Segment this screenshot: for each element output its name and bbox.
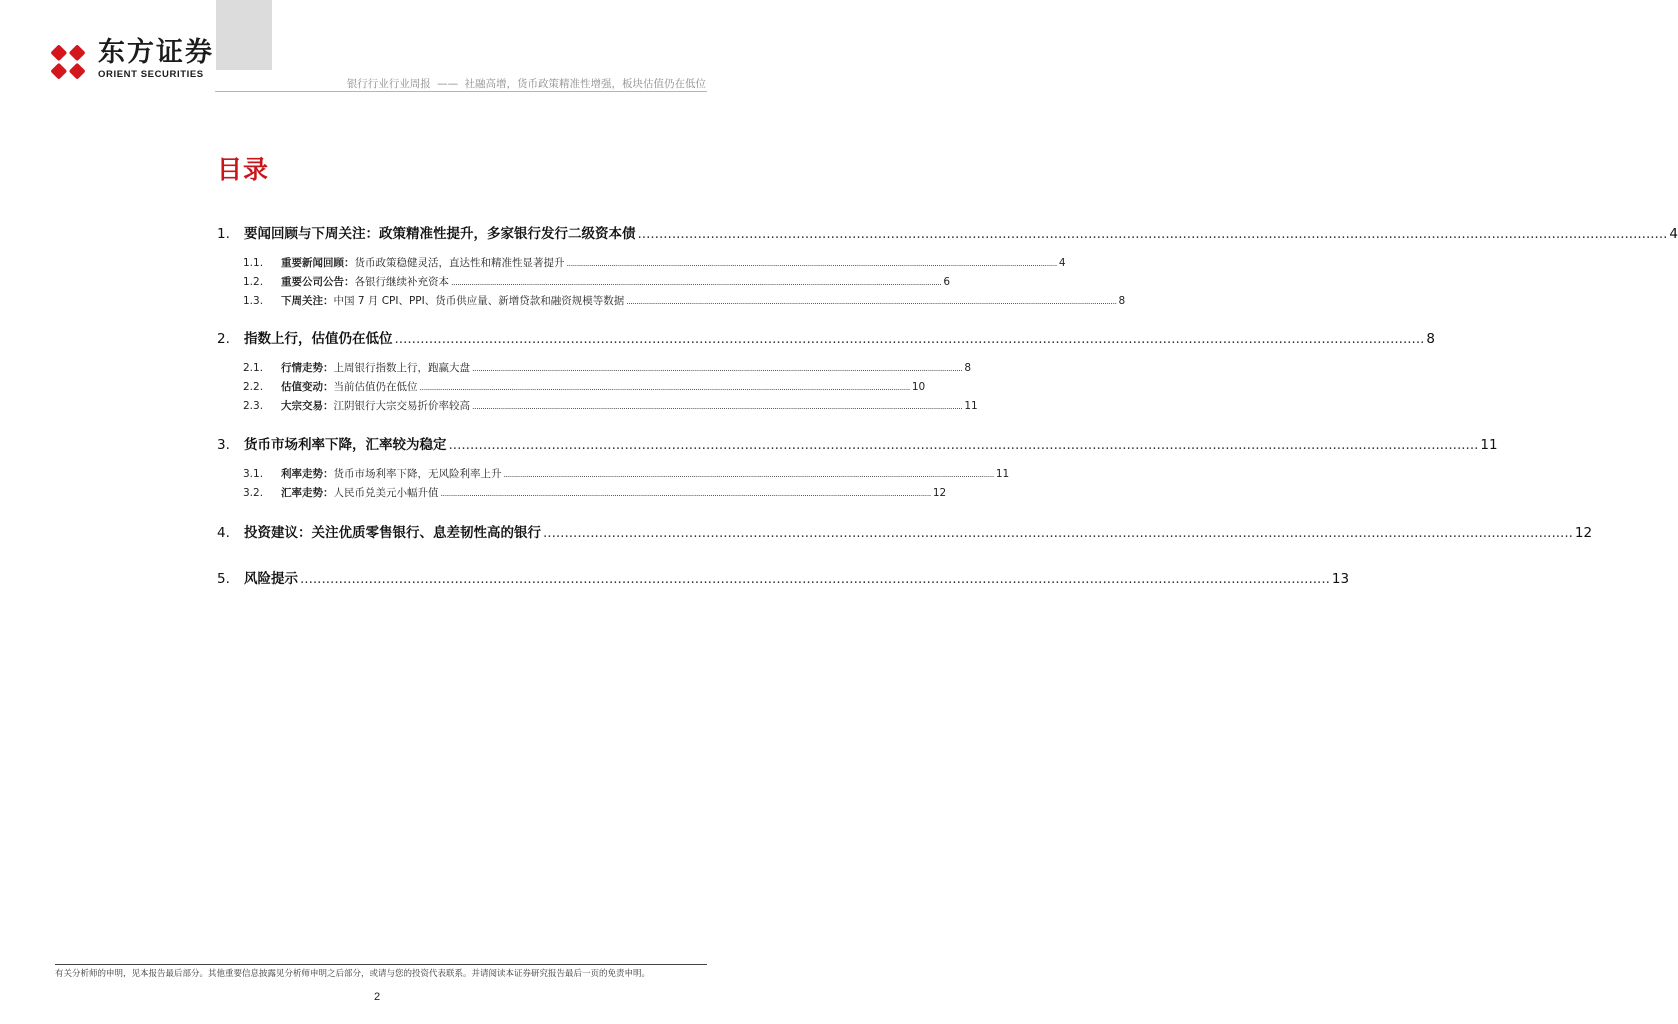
toc-entry-number: 3.1. xyxy=(243,468,264,480)
toc-entry[interactable] xyxy=(217,274,950,289)
toc-entry-title: 指数上行，估值仍在低位 xyxy=(244,331,393,347)
toc-entry-number: 2.3. xyxy=(243,400,264,412)
toc-entry-page: 11 xyxy=(995,468,1010,480)
toc-entry-page: 11 xyxy=(964,400,978,412)
toc-entry[interactable] xyxy=(217,360,971,375)
report-subtitle: 社融高增，货币政策精准性增强，板块估值仍在低位 xyxy=(464,78,706,90)
toc-entry[interactable] xyxy=(217,466,1010,481)
header-divider xyxy=(215,91,707,92)
report-header-text xyxy=(347,76,706,91)
toc-entry-number: 1. xyxy=(217,226,230,242)
toc-entry-title: 货币市场利率下降，汇率较为稳定 xyxy=(244,437,447,453)
toc-entry-page: 13 xyxy=(1331,571,1350,587)
toc-entry-page: 8 xyxy=(1426,331,1435,347)
toc-entry[interactable] xyxy=(217,379,926,394)
header-decor-bar xyxy=(216,0,272,70)
toc-entry-number: 3.2. xyxy=(243,487,264,499)
toc-entry-title: 重要公司公告：各银行继续补充资本 xyxy=(281,276,449,288)
toc-leader-dots xyxy=(451,278,941,287)
brand-name-cn: 东方证券 xyxy=(98,37,214,68)
toc-leader-dots xyxy=(543,525,1573,541)
toc-entry[interactable] xyxy=(217,222,1678,242)
toc-leader-dots xyxy=(441,489,931,498)
toc-entry-number: 1.2. xyxy=(243,276,264,288)
toc-entry-number: 2. xyxy=(217,331,230,347)
page-number: 2 xyxy=(373,991,381,1003)
toc-entry[interactable] xyxy=(217,293,1126,308)
toc-entry-page: 12 xyxy=(932,487,947,499)
toc-entry[interactable] xyxy=(217,398,978,413)
toc-entry-title: 下周关注：中国 7 月 CPI、PPI、货币供应量、新增贷款和融资规模等数据 xyxy=(281,295,625,307)
toc-leader-dots xyxy=(504,470,994,479)
toc-entry[interactable] xyxy=(217,567,1350,587)
toc-entry-page: 11 xyxy=(1480,437,1498,453)
toc-leader-dots xyxy=(300,571,1330,587)
toc-entry-page: 8 xyxy=(1118,295,1126,307)
toc-entry[interactable] xyxy=(217,327,1435,347)
toc-entry-page: 6 xyxy=(943,276,950,288)
toc-entry[interactable] xyxy=(217,485,947,500)
toc-entry-page: 10 xyxy=(911,381,926,393)
report-type: 银行行业行业周报 xyxy=(346,78,431,90)
toc-leader-dots xyxy=(626,297,1116,306)
toc-entry-number: 2.1. xyxy=(243,362,264,374)
toc-leader-dots xyxy=(395,331,1425,347)
toc-entry-page: 8 xyxy=(964,362,971,374)
toc-leader-dots xyxy=(472,402,962,411)
toc-entry-page: 12 xyxy=(1574,525,1593,541)
toc-entry-title: 风险提示 xyxy=(244,571,298,587)
toc-entry-page: 4 xyxy=(1669,226,1678,242)
header-separator: —— xyxy=(437,78,459,90)
toc-leader-dots xyxy=(567,259,1057,268)
toc-entry-number: 4. xyxy=(217,525,230,541)
toc-entry[interactable] xyxy=(217,521,1593,541)
toc-leader-dots xyxy=(420,383,910,392)
toc-entry-number: 3. xyxy=(217,437,230,453)
toc-entry-number: 5. xyxy=(217,571,230,587)
toc-leader-dots xyxy=(449,437,1479,453)
toc-leader-dots xyxy=(472,364,962,373)
toc-entry-title: 投资建议：关注优质零售银行、息差韧性高的银行 xyxy=(244,525,541,541)
toc-leader-dots xyxy=(638,226,1668,242)
toc-entry-number: 1.1. xyxy=(243,257,264,269)
footer-disclaimer: 有关分析师的申明，见本报告最后部分。其他重要信息披露见分析师申明之后部分，或请与您的投资代表联系。并请阅读本证券研究报告最后一页的免责申明。 xyxy=(55,969,651,979)
toc-entry-title: 重要新闻回顾：货币政策稳健灵活，直达性和精准性显著提升 xyxy=(281,257,565,269)
toc-entry-title: 大宗交易：江阴银行大宗交易折价率较高 xyxy=(281,400,470,412)
toc-entry[interactable] xyxy=(217,433,1498,453)
toc-entry-title: 利率走势：货币市场利率下降，无风险利率上升 xyxy=(281,468,502,480)
toc-title: 目录 xyxy=(217,155,270,184)
toc-entry-page: 4 xyxy=(1058,257,1066,269)
footer-divider xyxy=(55,964,707,965)
brand xyxy=(98,38,214,80)
toc-entry-title: 要闻回顾与下周关注：政策精准性提升，多家银行发行二级资本债 xyxy=(244,226,636,242)
toc-entry-title: 行情走势：上周银行指数上行，跑赢大盘 xyxy=(281,362,470,374)
orient-securities-logo-icon xyxy=(46,40,90,84)
toc-entry-number: 2.2. xyxy=(243,381,264,393)
toc-entry-title: 估值变动：当前估值仍在低位 xyxy=(281,381,418,393)
toc-entry[interactable] xyxy=(217,255,1066,270)
toc-entry-title: 汇率走势：人民币兑美元小幅升值 xyxy=(281,487,439,499)
brand-name-en: ORIENT SECURITIES xyxy=(98,69,204,80)
toc-entry-number: 1.3. xyxy=(243,295,264,307)
